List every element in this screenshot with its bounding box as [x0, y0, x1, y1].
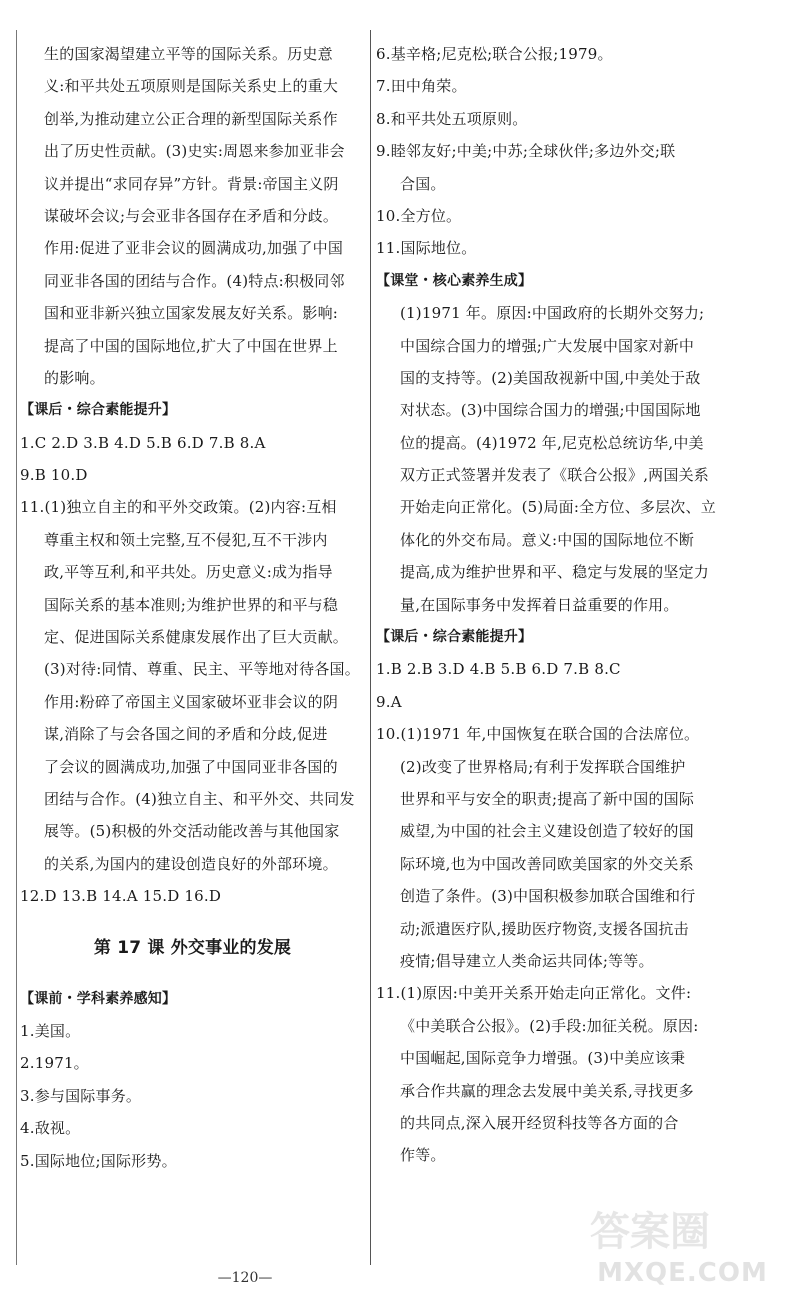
- answer-line: 1.美国。: [20, 1021, 81, 1040]
- answer-line: 1.C 2.D 3.B 4.D 5.B 6.D 7.B 8.A: [20, 433, 266, 452]
- answer-line: 10.全方位。: [376, 206, 462, 225]
- text-line: 量,在国际事务中发挥着日益重要的作用。: [400, 595, 679, 614]
- column-divider: [370, 30, 371, 1265]
- text-line: 疫情;倡导建立人类命运共同体;等等。: [400, 951, 654, 970]
- answer-line: 1.B 2.B 3.D 4.B 5.B 6.D 7.B 8.C: [376, 660, 621, 679]
- text-line: 的影响。: [44, 368, 105, 387]
- text-line: 的共同点,深入展开经贸科技等各方面的合: [400, 1113, 679, 1132]
- text-line: 际环境,也为中国改善同欧美国家的外交关系: [400, 854, 694, 873]
- text-line: (1)1971 年。原因:中国政府的长期外交努力;: [400, 304, 705, 323]
- answer-line: 合国。: [400, 174, 446, 193]
- text-line: 《中美联合公报》。(2)手段:加征关税。原因:: [400, 1016, 699, 1035]
- text-line: 定、促进国际关系健康发展作出了巨大贡献。: [44, 628, 349, 647]
- text-line: 10.(1)1971 年,中国恢复在联合国的合法席位。: [376, 725, 700, 744]
- text-line: 双方正式签署并发表了《联合公报》,两国关系: [400, 466, 709, 485]
- text-line: 动;派遣医疗队,援助医疗物资,支援各国抗击: [400, 919, 689, 938]
- answer-line: 8.和平共处五项原则。: [376, 109, 528, 128]
- text-line: 作用:促进了亚非会议的圆满成功,加强了中国: [44, 239, 344, 258]
- text-line: 体化的外交布局。意义:中国的国际地位不断: [400, 530, 695, 549]
- left-column: [20, 38, 365, 1177]
- answer-line: 9.睦邻友好;中美;中苏;全球伙伴;多边外交;联: [376, 142, 676, 161]
- answer-line: 2.1971。: [20, 1054, 89, 1073]
- text-line: 国和亚非新兴独立国家发展友好关系。影响:: [44, 304, 339, 323]
- text-line: (3)对待:同情、尊重、民主、平等地对待各国。: [44, 660, 360, 679]
- text-line: 义:和平共处五项原则是国际关系史上的重大: [44, 77, 339, 96]
- section-heading: 【课后・综合素能提升】: [376, 629, 533, 646]
- answer-line: 11.国际地位。: [376, 239, 477, 258]
- text-line: 提高,成为维护世界和平、稳定与发展的坚定力: [400, 563, 709, 582]
- text-line: 国际关系的基本准则;为维护世界的和平与稳: [44, 595, 339, 614]
- watermark-logo: 答案圈: [590, 1209, 710, 1255]
- page-number: —120—: [217, 1270, 273, 1286]
- lesson-title: 第 17 课 外交事业的发展: [93, 937, 292, 958]
- answer-line: 7.田中角荣。: [376, 77, 467, 96]
- answer-line: 3.参与国际事务。: [20, 1086, 142, 1105]
- answer-line: 12.D 13.B 14.A 15.D 16.D: [20, 887, 222, 906]
- text-line: 了会议的圆满成功,加强了中国同亚非各国的: [44, 757, 338, 776]
- text-line: 中国崛起,国际竞争力增强。(3)中美应该秉: [400, 1049, 686, 1068]
- text-line: 11.(1)原因:中美开关系开始走向正常化。文件:: [376, 984, 692, 1003]
- text-line: 对状态。(3)中国综合国力的增强;中国国际地: [400, 401, 701, 420]
- text-line: 议并提出“求同存异”方针。背景:帝国主义阴: [44, 174, 339, 193]
- text-line: 作等。: [400, 1146, 446, 1165]
- text-line: 政,平等互利,和平共处。历史意义:成为指导: [44, 563, 333, 582]
- text-line: 创造了条件。(3)中国积极参加联合国维和行: [400, 887, 696, 906]
- watermark: [570, 1200, 795, 1295]
- text-line: 谋破坏会议;与会亚非各国存在矛盾和分歧。: [44, 206, 339, 225]
- text-line: 团结与合作。(4)独立自主、和平外交、共同发: [44, 789, 355, 808]
- text-line: 国的支持等。(2)美国敌视新中国,中美处于敌: [400, 368, 701, 387]
- answer-line: 9.A: [376, 692, 402, 711]
- section-heading: 【课后・综合素能提升】: [20, 402, 177, 419]
- text-line: 同亚非各国的团结与合作。(4)特点:积极同邻: [44, 271, 345, 290]
- right-column: [376, 38, 781, 1172]
- answer-line: 6.基辛格;尼克松;联合公报;1979。: [376, 45, 613, 63]
- text-line: 生的国家渴望建立平等的国际关系。历史意: [44, 45, 333, 63]
- section-heading: 【课前・学科素养感知】: [20, 990, 177, 1007]
- watermark-text: MXQE.COM: [597, 1258, 768, 1288]
- text-line: 中国综合国力的增强;广大发展中国家对新中: [400, 336, 695, 355]
- text-line: 位的提高。(4)1972 年,尼克松总统访华,中美: [400, 433, 704, 452]
- answer-line: 4.敌视。: [20, 1119, 81, 1138]
- answer-line: 9.B 10.D: [20, 466, 88, 485]
- answer-line: 5.国际地位;国际形势。: [20, 1151, 177, 1170]
- text-line: 作用:粉碎了帝国主义国家破坏亚非会议的阴: [44, 692, 339, 711]
- text-line: 承合作共赢的理念去发展中美关系,寻找更多: [400, 1081, 694, 1100]
- text-line: 的关系,为国内的建设创造良好的外部环境。: [44, 854, 338, 873]
- text-line: 尊重主权和领土完整,互不侵犯,互不干涉内: [44, 530, 328, 549]
- left-margin-rule: [16, 30, 17, 1265]
- section-heading: 【课堂・核心素养生成】: [376, 272, 533, 289]
- text-line: 11.(1)独立自主的和平外交政策。(2)内容:互相: [20, 498, 337, 517]
- text-line: 出了历史性贡献。(3)史实:周恩来参加亚非会: [44, 142, 345, 161]
- text-line: 世界和平与安全的职责;提高了新中国的国际: [400, 789, 695, 808]
- text-line: 提高了中国的国际地位,扩大了中国在世界上: [44, 336, 338, 355]
- text-line: (2)改变了世界格局;有利于发挥联合国维护: [400, 757, 686, 776]
- text-line: 开始走向正常化。(5)局面:全方位、多层次、立: [400, 498, 716, 517]
- text-line: 谋,消除了与会各国之间的矛盾和分歧,促进: [44, 725, 328, 744]
- text-line: 威望,为中国的社会主义建设创造了较好的国: [400, 822, 694, 841]
- text-line: 展等。(5)积极的外交活动能改善与其他国家: [44, 822, 340, 841]
- text-line: 创举,为推动建立公正合理的新型国际关系作: [44, 109, 338, 128]
